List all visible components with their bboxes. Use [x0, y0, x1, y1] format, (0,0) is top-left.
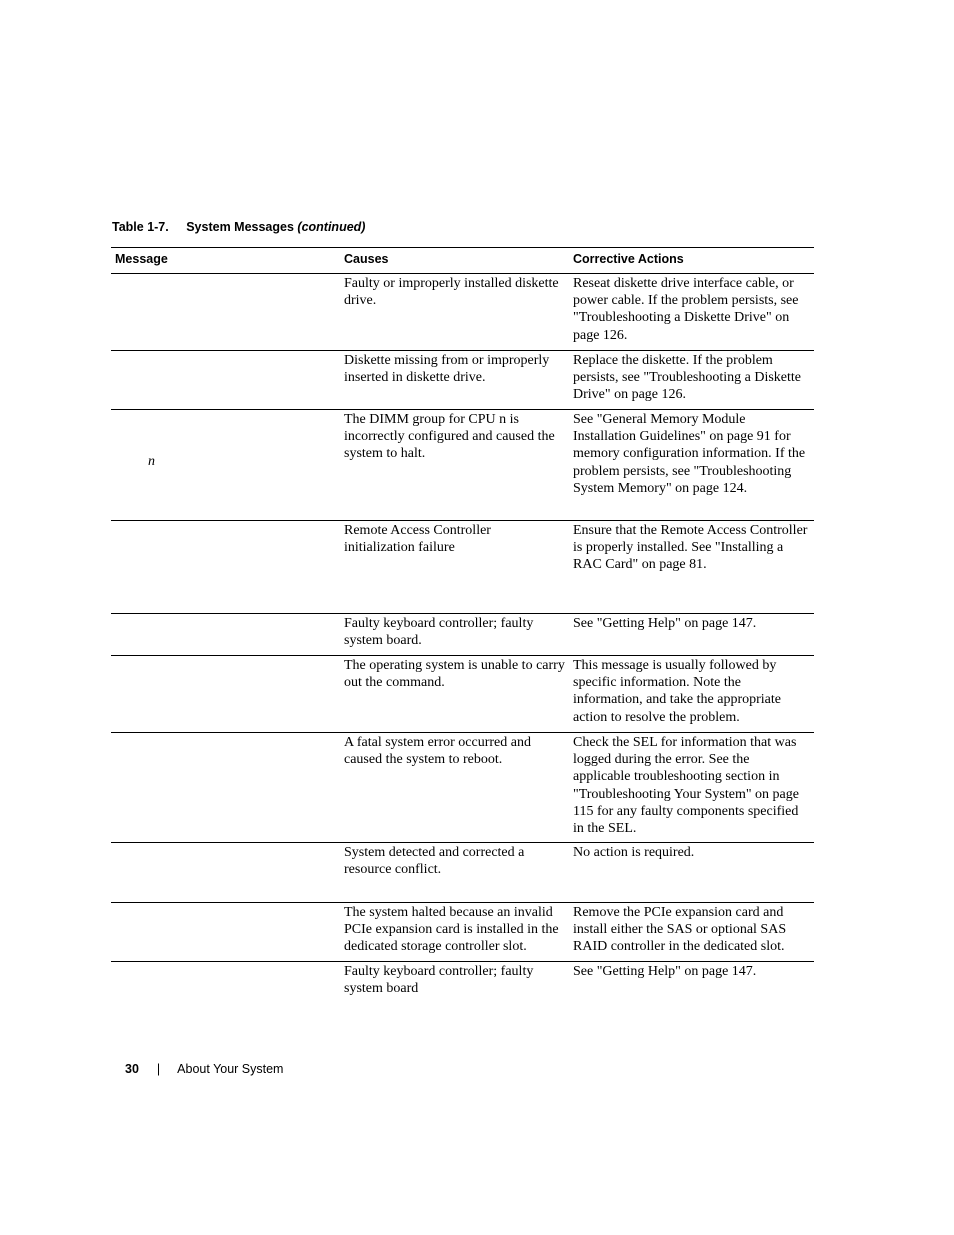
- causes-cell: Diskette missing from or improperly inserted in diskette drive.: [344, 353, 550, 386]
- causes-cell: Faulty or improperly installed diskette drive.: [344, 276, 559, 309]
- system-messages-table: [111, 247, 814, 1004]
- table-title: System Messages: [186, 220, 294, 234]
- table-row: [111, 614, 814, 656]
- actions-cell: Check the SEL for information that was logged during the error. See the applicable troubleshooting section in "Troubleshooting Your System" on page 115 for any faulty components specified in the SEL.: [573, 735, 799, 837]
- actions-cell: Replace the diskette. If the problem persists, see "Troubleshooting a Diskette Drive" on page 126.: [573, 353, 802, 403]
- causes-cell: The operating system is unable to carry out the command.: [344, 658, 565, 691]
- table-number: Table 1-7.: [112, 220, 169, 234]
- table-row: [111, 410, 814, 521]
- message-variable-n: n: [148, 454, 155, 469]
- actions-cell: See "Getting Help" on page 147.: [573, 964, 757, 979]
- message-cell: [111, 656, 340, 732]
- table-continued: (continued): [297, 220, 366, 234]
- causes-cell: Remote Access Controller initialization failure: [344, 523, 491, 556]
- table-row: [111, 521, 814, 614]
- causes-cell: The DIMM group for CPU n is incorrectly configured and caused the system to halt.: [344, 412, 555, 462]
- actions-cell: This message is usually followed by specific information. Note the information, and take the appropriate action to resolve the problem.: [573, 658, 781, 725]
- message-cell: [111, 521, 340, 613]
- table-header-row: [111, 248, 814, 274]
- actions-cell: Ensure that the Remote Access Controller is properly installed. See "Installing a RAC Card" on page 81.: [573, 523, 808, 573]
- causes-cell: System detected and corrected a resource conflict.: [344, 845, 525, 878]
- footer-separator: |: [156, 1062, 161, 1076]
- actions-cell: Remove the PCIe expansion card and install either the SAS or optional SAS RAID controller in the dedicated slot.: [573, 905, 787, 955]
- table-row: [111, 274, 814, 351]
- causes-cell: A fatal system error occurred and caused the system to reboot.: [344, 735, 531, 768]
- message-cell: [111, 274, 340, 350]
- table-row: [111, 656, 814, 733]
- message-cell: [111, 962, 340, 1004]
- causes-cell: Faulty keyboard controller; faulty system board: [344, 964, 534, 997]
- causes-cell: Faulty keyboard controller; faulty system board.: [344, 616, 534, 649]
- table-row: [111, 962, 814, 1004]
- message-cell: [111, 733, 340, 842]
- footer-section-title: About Your System: [177, 1062, 284, 1076]
- actions-cell: See "Getting Help" on page 147.: [573, 616, 757, 631]
- actions-cell: No action is required.: [573, 845, 695, 860]
- actions-cell: See "General Memory Module Installation Guidelines" on page 91 for memory configuration information. If the problem persists, see "Troubleshooting System Memory" on page 124.: [573, 412, 806, 496]
- table-row: [111, 733, 814, 843]
- message-cell: [111, 903, 340, 961]
- message-cell: [111, 843, 340, 902]
- header-message: Message: [115, 252, 168, 266]
- message-cell: [111, 614, 340, 655]
- page-number: 30: [125, 1062, 139, 1076]
- header-corrective-actions: Corrective Actions: [573, 252, 684, 266]
- causes-cell: The system halted because an invalid PCIe expansion card is installed in the dedicated storage controller slot.: [344, 905, 559, 955]
- page-footer: [125, 1062, 283, 1076]
- table-caption: [112, 220, 365, 234]
- table-row: [111, 903, 814, 962]
- message-cell: [111, 410, 340, 520]
- table-row: [111, 843, 814, 903]
- actions-cell: Reseat diskette drive interface cable, or power cable. If the problem persists, see "Troubleshooting a Diskette Drive" on page 126.: [573, 276, 799, 343]
- message-cell: [111, 351, 340, 409]
- table-row: [111, 351, 814, 410]
- header-causes: Causes: [344, 252, 389, 266]
